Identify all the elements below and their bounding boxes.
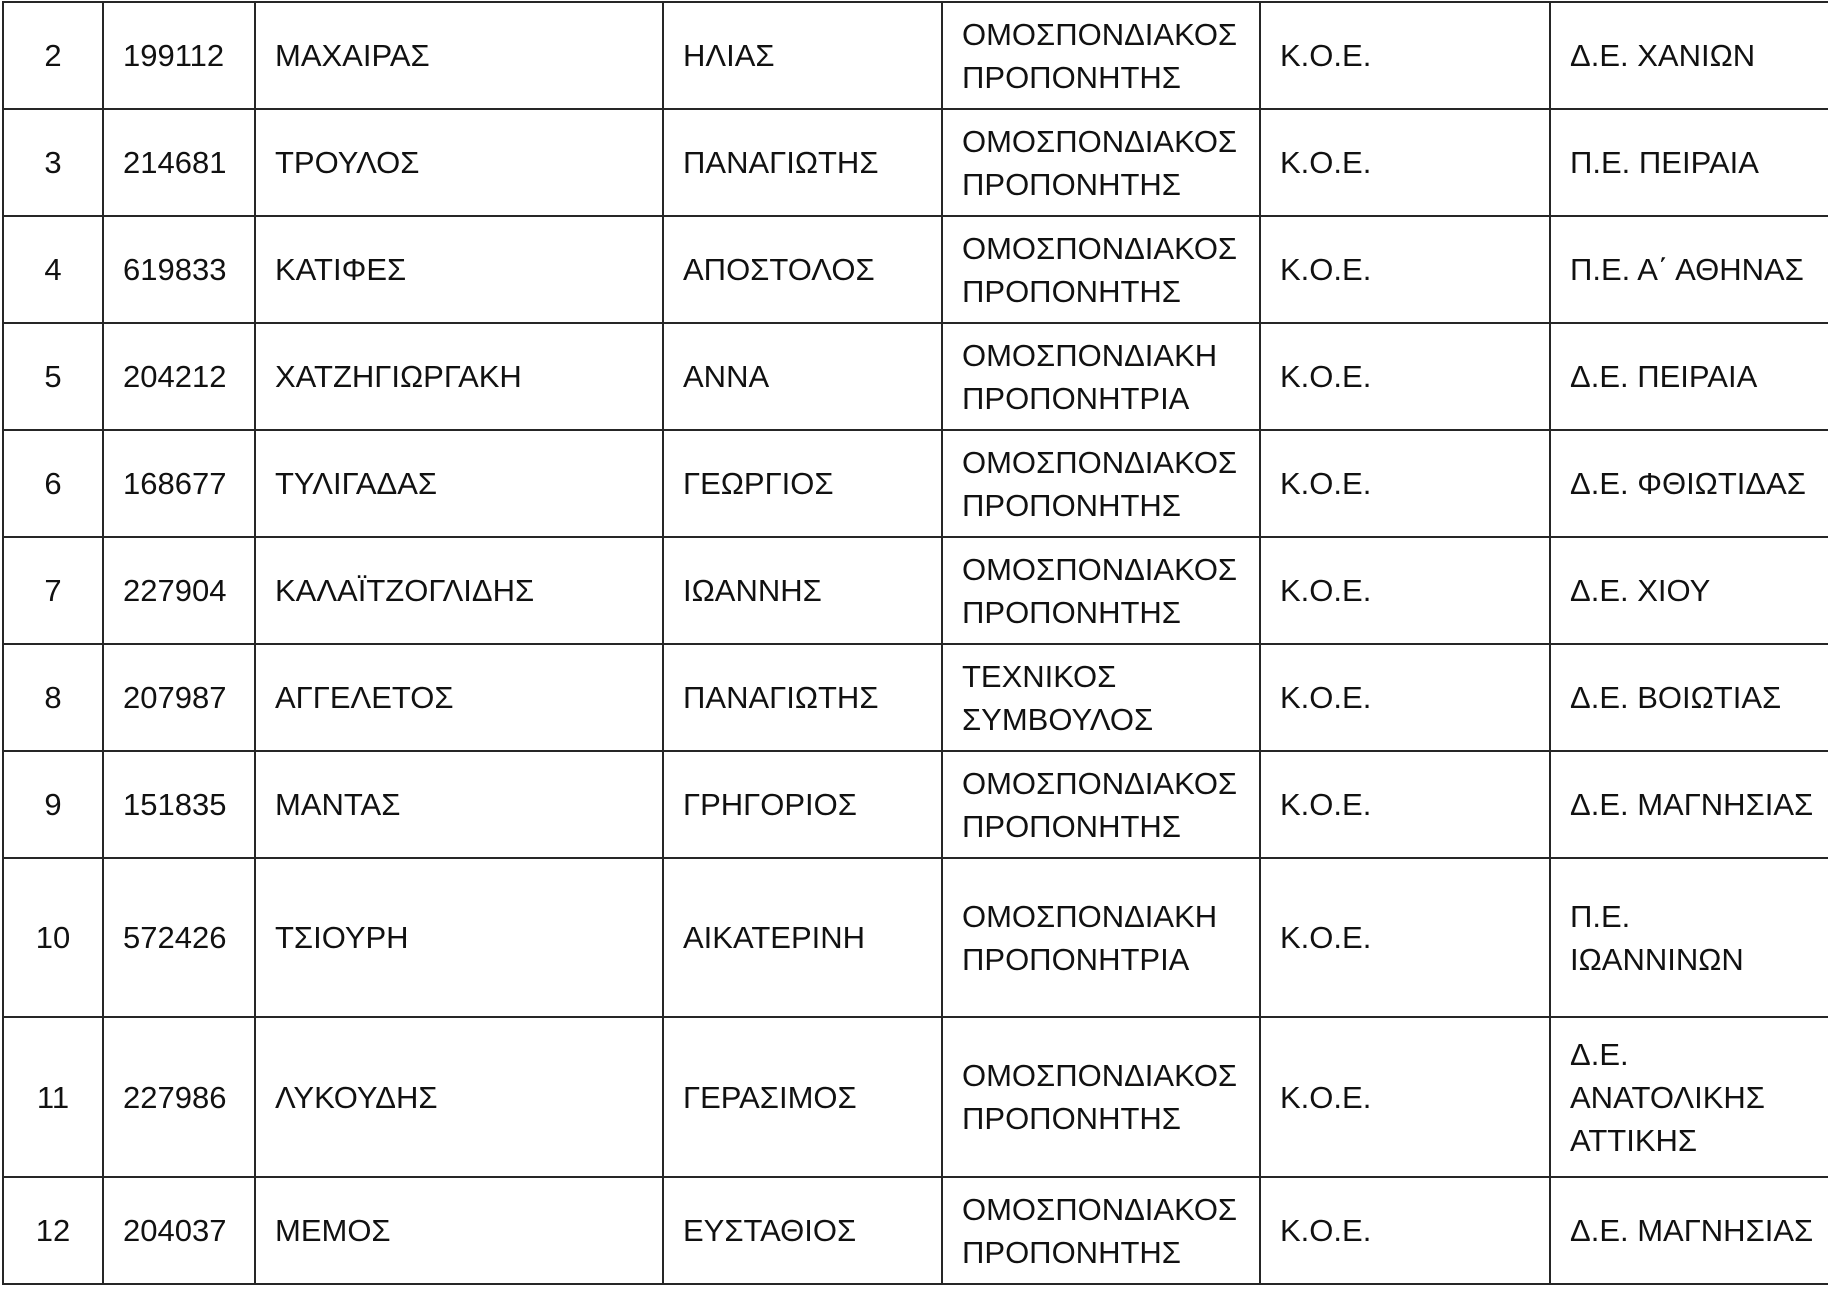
registry-id-cell: 151835 [103,751,255,858]
row-number-cell: 11 [3,1017,103,1177]
row-number-cell: 2 [3,2,103,109]
role-cell [942,323,1260,430]
region-cell [1550,858,1828,1017]
table-row [3,644,1828,751]
organization-cell: Κ.Ο.Ε. [1260,216,1550,323]
surname-cell: ΑΓΓΕΛΕΤΟΣ [255,644,663,751]
region-cell-line: Δ.Ε. ΧΙΟΥ [1570,573,1711,608]
organization-cell: Κ.Ο.Ε. [1260,1017,1550,1177]
region-cell [1550,1017,1828,1177]
role-cell-line: ΠΡΟΠΟΝΗΤΗΣ [962,1234,1181,1270]
registry-id-cell: 214681 [103,109,255,216]
region-cell-line: Δ.Ε. ΜΑΓΝΗΣΙΑΣ [1570,1213,1814,1248]
role-cell-line: ΟΜΟΣΠΟΝΔΙΑΚΟΣ [962,123,1238,159]
table-row [3,751,1828,858]
region-cell-line: Π.Ε. ΠΕΙΡΑΙΑ [1570,145,1759,180]
row-number-cell: 10 [3,858,103,1017]
region-cell [1550,323,1828,430]
table-row [3,323,1828,430]
role-cell-line: ΠΡΟΠΟΝΗΤΗΣ [962,1101,1181,1136]
surname-cell: ΜΑΧΑΙΡΑΣ [255,2,663,109]
role-cell-line: ΟΜΟΣΠΟΝΔΙΑΚΟΣ [962,444,1238,480]
first-name-cell: ΑΙΚΑΤΕΡΙΝΗ [663,858,942,1017]
first-name-cell: ΑΠΟΣΤΟΛΟΣ [663,216,942,323]
role-cell-line: ΣΥΜΒΟΥΛΟΣ [962,701,1154,737]
role-cell [942,109,1260,216]
role-cell-line: ΟΜΟΣΠΟΝΔΙΑΚΟΣ [962,16,1238,52]
first-name-cell: ΓΕΩΡΓΙΟΣ [663,430,942,537]
row-number-cell: 8 [3,644,103,751]
role-cell [942,751,1260,858]
row-number-cell: 6 [3,430,103,537]
role-cell-line: ΟΜΟΣΠΟΝΔΙΑΚΟΣ [962,1058,1238,1093]
row-number-cell: 9 [3,751,103,858]
region-cell-line: Π.Ε. [1570,898,1631,934]
surname-cell: ΜΕΜΟΣ [255,1177,663,1284]
first-name-cell: ΠΑΝΑΓΙΩΤΗΣ [663,109,942,216]
role-cell [942,1017,1260,1177]
organization-cell: Κ.Ο.Ε. [1260,323,1550,430]
region-cell-line: Δ.Ε. [1570,1036,1629,1072]
role-cell-line: ΟΜΟΣΠΟΝΔΙΑΚΟΣ [962,765,1238,801]
organization-cell: Κ.Ο.Ε. [1260,109,1550,216]
first-name-cell: ΑΝΝΑ [663,323,942,430]
role-cell-line: ΠΡΟΠΟΝΗΤΡΙΑ [962,941,1190,977]
region-cell [1550,751,1828,858]
row-number-cell: 5 [3,323,103,430]
surname-cell: ΜΑΝΤΑΣ [255,751,663,858]
role-cell-line: ΠΡΟΠΟΝΗΤΗΣ [962,487,1181,523]
registry-id-cell: 168677 [103,430,255,537]
region-cell [1550,537,1828,644]
region-cell [1550,216,1828,323]
role-cell-line: ΠΡΟΠΟΝΗΤΗΣ [962,808,1181,844]
role-cell-line: ΟΜΟΣΠΟΝΔΙΑΚΟΣ [962,230,1238,266]
role-cell [942,430,1260,537]
region-cell-line: Δ.Ε. ΦΘΙΩΤΙΔΑΣ [1570,466,1806,501]
region-cell-line: ΑΝΑΤΟΛΙΚΗΣ [1570,1079,1765,1115]
role-cell-line: ΟΜΟΣΠΟΝΔΙΑΚΗ [962,337,1218,373]
table-row [3,537,1828,644]
role-cell-line: ΠΡΟΠΟΝΗΤΗΣ [962,594,1181,630]
registry-id-cell: 204212 [103,323,255,430]
region-cell-line: Δ.Ε. ΧΑΝΙΩΝ [1570,38,1756,73]
region-cell-line: Π.Ε. Α΄ ΑΘΗΝΑΣ [1570,252,1804,287]
role-cell-line: ΟΜΟΣΠΟΝΔΙΑΚΟΣ [962,551,1238,587]
table-row [3,858,1828,1017]
region-cell-line: ΙΩΑΝΝΙΝΩΝ [1570,941,1744,977]
row-number-cell: 12 [3,1177,103,1284]
role-cell [942,2,1260,109]
role-cell-line: ΠΡΟΠΟΝΗΤΡΙΑ [962,380,1190,416]
organization-cell: Κ.Ο.Ε. [1260,537,1550,644]
role-cell-line: ΟΜΟΣΠΟΝΔΙΑΚΟΣ [962,1191,1238,1227]
table-row [3,2,1828,109]
first-name-cell: ΓΡΗΓΟΡΙΟΣ [663,751,942,858]
row-number-cell: 7 [3,537,103,644]
region-cell [1550,644,1828,751]
surname-cell: ΤΥΛΙΓΑΔΑΣ [255,430,663,537]
registry-id-cell: 572426 [103,858,255,1017]
region-cell [1550,430,1828,537]
region-cell-line: Δ.Ε. ΠΕΙΡΑΙΑ [1570,359,1758,394]
surname-cell: ΤΡΟΥΛΟΣ [255,109,663,216]
table-row [3,1177,1828,1284]
organization-cell: Κ.Ο.Ε. [1260,644,1550,751]
first-name-cell: ΓΕΡΑΣΙΜΟΣ [663,1017,942,1177]
row-number-cell: 4 [3,216,103,323]
organization-cell: Κ.Ο.Ε. [1260,430,1550,537]
first-name-cell: ΗΛΙΑΣ [663,2,942,109]
row-number-cell: 3 [3,109,103,216]
region-cell-line: Δ.Ε. ΒΟΙΩΤΙΑΣ [1570,680,1782,715]
table-body [3,2,1828,1284]
role-cell-line: ΠΡΟΠΟΝΗΤΗΣ [962,273,1181,309]
organization-cell: Κ.Ο.Ε. [1260,2,1550,109]
role-cell [942,858,1260,1017]
role-cell [942,216,1260,323]
table-row [3,1017,1828,1177]
region-cell [1550,1177,1828,1284]
registry-id-cell: 227986 [103,1017,255,1177]
coaches-table [2,1,1828,1285]
table-row [3,216,1828,323]
region-cell [1550,109,1828,216]
role-cell-line: ΠΡΟΠΟΝΗΤΗΣ [962,166,1181,202]
surname-cell: ΛΥΚΟΥΔΗΣ [255,1017,663,1177]
role-cell [942,537,1260,644]
role-cell-line: ΟΜΟΣΠΟΝΔΙΑΚΗ [962,898,1218,934]
first-name-cell: ΠΑΝΑΓΙΩΤΗΣ [663,644,942,751]
organization-cell: Κ.Ο.Ε. [1260,858,1550,1017]
table-row [3,430,1828,537]
surname-cell: ΤΣΙΟΥΡΗ [255,858,663,1017]
region-cell-line: ΑΤΤΙΚΗΣ [1570,1122,1698,1158]
organization-cell: Κ.Ο.Ε. [1260,751,1550,858]
role-cell [942,1177,1260,1284]
region-cell [1550,2,1828,109]
registry-id-cell: 227904 [103,537,255,644]
role-cell-line: ΤΕΧΝΙΚΟΣ [962,658,1117,694]
surname-cell: ΚΑΛΑΪΤΖΟΓΛΙΔΗΣ [255,537,663,644]
registry-id-cell: 619833 [103,216,255,323]
role-cell [942,644,1260,751]
registry-id-cell: 207987 [103,644,255,751]
table-row [3,109,1828,216]
role-cell-line: ΠΡΟΠΟΝΗΤΗΣ [962,59,1181,95]
region-cell-line: Δ.Ε. ΜΑΓΝΗΣΙΑΣ [1570,787,1814,822]
registry-id-cell: 199112 [103,2,255,109]
organization-cell: Κ.Ο.Ε. [1260,1177,1550,1284]
surname-cell: ΚΑΤΙΦΕΣ [255,216,663,323]
registry-id-cell: 204037 [103,1177,255,1284]
surname-cell: ΧΑΤΖΗΓΙΩΡΓΑΚΗ [255,323,663,430]
first-name-cell: ΕΥΣΤΑΘΙΟΣ [663,1177,942,1284]
first-name-cell: ΙΩΑΝΝΗΣ [663,537,942,644]
